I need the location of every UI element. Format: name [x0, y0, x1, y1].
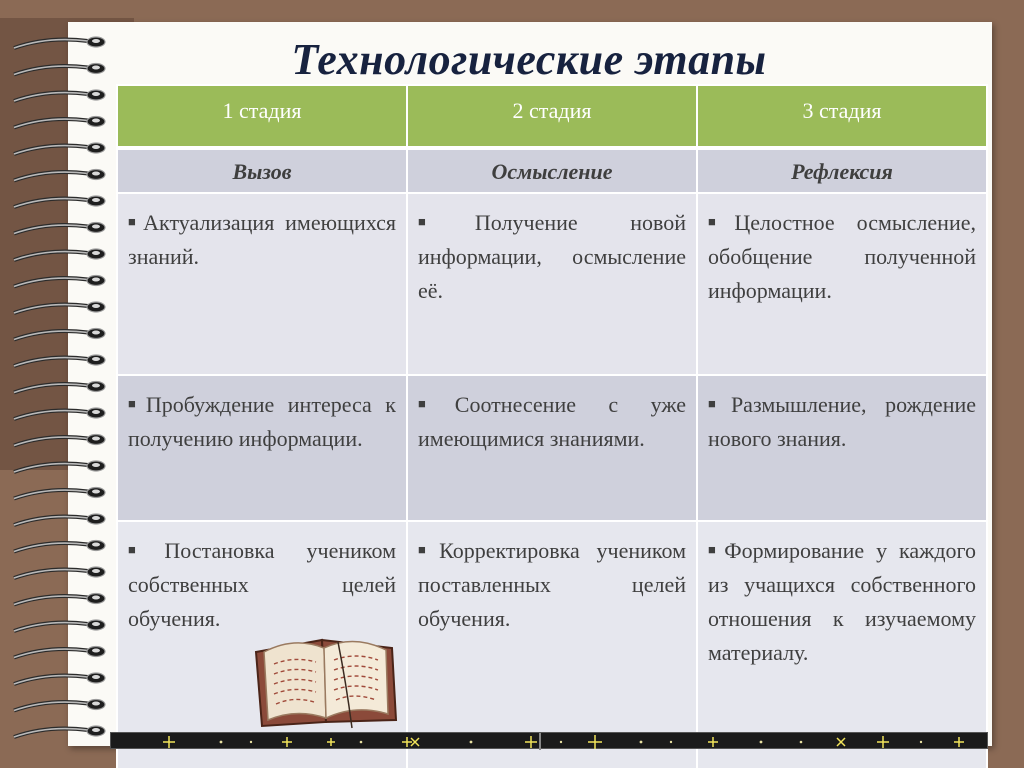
header-stage-1: 1 стадия — [117, 85, 407, 147]
cell-text: Соотнесение с уже имеющимися знаниями. — [418, 392, 687, 451]
header-stage-2: 2 стадия — [407, 85, 697, 147]
square-bullet-icon: ■ — [128, 542, 163, 557]
square-bullet-icon: ■ — [128, 396, 144, 411]
table-cell — [407, 193, 697, 375]
cell-text: Получение новой информации, осмысление её. — [418, 210, 686, 303]
square-bullet-icon: ■ — [128, 214, 142, 229]
cell-text: Формирование у каждого из учащихся собственного отношения к изучаемому материалу. — [708, 538, 976, 665]
table-cell — [117, 193, 407, 375]
header-stage-3: 3 стадия — [697, 85, 987, 147]
subheader-row — [117, 149, 987, 193]
square-bullet-icon: ■ — [708, 214, 733, 229]
table-cell — [407, 375, 697, 521]
table-cell — [117, 375, 407, 521]
table-row — [117, 193, 987, 375]
subheader-reflection: Рефлексия — [697, 149, 987, 193]
table-cell — [407, 521, 697, 768]
cell-text: Целостное осмысление, обобщение полученной информации. — [708, 210, 976, 303]
page-title: Технологические этапы — [291, 35, 767, 84]
square-bullet-icon: ■ — [708, 542, 723, 557]
table-cell — [697, 521, 987, 768]
cell-text: Корректировка учеником поставленных целей обучения. — [418, 538, 687, 631]
table-cell — [697, 375, 987, 521]
star-sparkle-icon — [111, 733, 989, 750]
table-row — [117, 521, 987, 768]
square-bullet-icon: ■ — [418, 542, 438, 557]
subheader-challenge: Вызов — [117, 149, 407, 193]
table-row — [117, 375, 987, 521]
square-bullet-icon: ■ — [418, 396, 453, 411]
cell-text: Размышление, рождение нового знания. — [708, 392, 977, 451]
square-bullet-icon: ■ — [418, 214, 473, 229]
decorative-footer-bar — [110, 732, 988, 749]
square-bullet-icon: ■ — [708, 396, 729, 411]
subheader-comprehension: Осмысление — [407, 149, 697, 193]
stages-table — [116, 84, 988, 768]
open-book-icon — [250, 622, 400, 730]
table-cell — [697, 193, 987, 375]
header-row — [117, 85, 987, 147]
cell-text: Пробуждение интереса к получению информации. — [128, 392, 396, 451]
spiral-binding-icon — [8, 26, 118, 746]
cell-text: Постановка учеником собственных целей обучения. — [128, 538, 396, 631]
cell-text: Актуализация имеющихся знаний. — [128, 210, 396, 269]
